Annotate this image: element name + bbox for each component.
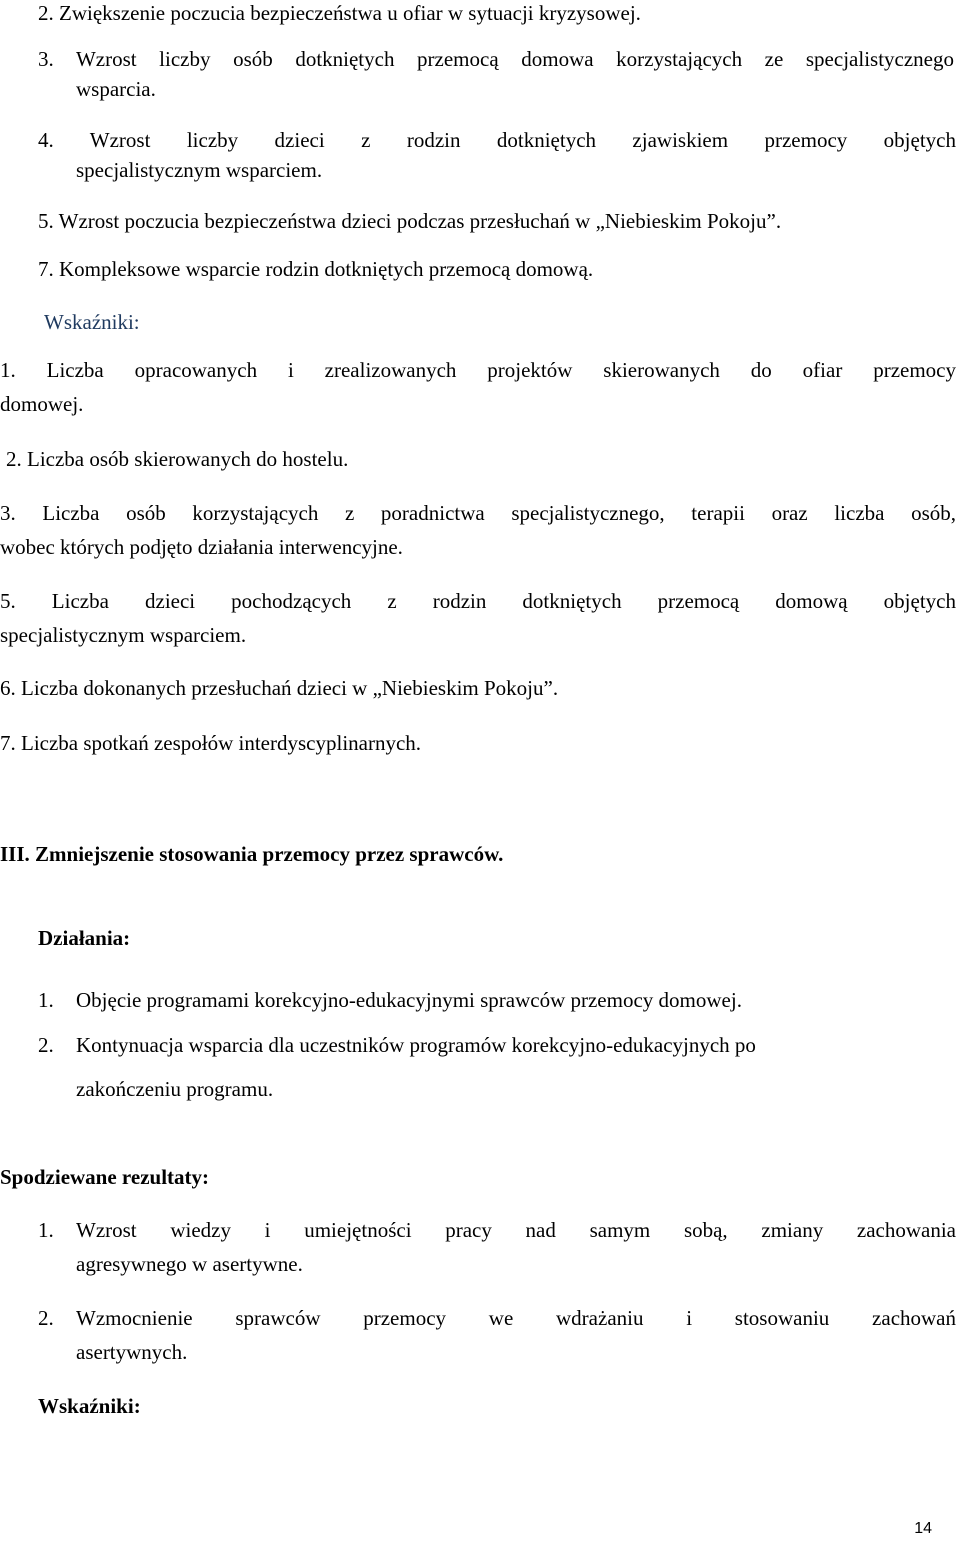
action-item-2-cont: zakończeniu programu. — [76, 1077, 274, 1101]
expected-item-1-cont: agresywnego w asertywne. — [76, 1252, 303, 1276]
indicators-heading-1: Wskaźniki: — [44, 310, 140, 334]
indicator-5-cont: specjalistycznym wsparciem. — [0, 623, 247, 647]
page-number: 14 — [914, 1520, 932, 1537]
result-item-3-cont: wsparcia. — [76, 77, 156, 101]
expected-item-1: Wzrost wiedzy i umiejętności pracy nad samym sobą, zmiany zachowania — [76, 1218, 956, 1242]
indicators-heading-2: Wskaźniki: — [38, 1394, 141, 1418]
action-item-2: Kontynuacja wsparcia dla uczestników programów korekcyjno-edukacyjnych po — [76, 1033, 756, 1057]
indicator-3-cont: wobec których podjęto działania interwencyjne. — [0, 535, 403, 559]
indicator-6: 6. Liczba dokonanych przesłuchań dzieci w „Niebieskim Pokoju”. — [0, 676, 559, 700]
action-number-1: 1. — [38, 988, 54, 1012]
actions-heading: Działania: — [38, 926, 131, 950]
expected-results-heading: Spodziewane rezultaty: — [0, 1165, 210, 1189]
indicator-1-cont: domowej. — [0, 392, 84, 416]
expected-number-1: 1. — [38, 1218, 54, 1242]
indicator-3: 3. Liczba osób korzystających z poradnictwa specjalistycznego, terapii oraz liczba osób, — [0, 501, 956, 525]
result-item-4-cont: specjalistycznym wsparciem. — [76, 158, 323, 182]
result-item-7: 7. Kompleksowe wsparcie rodzin dotkniętych przemocą domową. — [38, 257, 594, 281]
expected-item-2: Wzmocnienie sprawców przemocy we wdrażaniu i stosowaniu zachowań — [76, 1306, 956, 1330]
result-item-3: 3. Wzrost liczby osób dotkniętych przemocą domowa korzystających ze specjalistycznego — [38, 47, 954, 71]
indicator-1: 1. Liczba opracowanych i zrealizowanych projektów skierowanych do ofiar przemocy — [0, 358, 956, 382]
indicator-5: 5. Liczba dzieci pochodzących z rodzin dotkniętych przemocą domową objętych — [0, 589, 956, 613]
action-number-2: 2. — [38, 1033, 54, 1057]
indicator-7: 7. Liczba spotkań zespołów interdyscyplinarnych. — [0, 731, 422, 755]
section-heading-iii: III. Zmniejszenie stosowania przemocy przez sprawców. — [0, 842, 504, 866]
result-item-4: 4. Wzrost liczby dzieci z rodzin dotkniętych zjawiskiem przemocy objętych — [38, 128, 956, 152]
expected-item-2-cont: asertywnych. — [76, 1340, 188, 1364]
result-item-2: 2. Zwiększenie poczucia bezpieczeństwa u ofiar w sytuacji kryzysowej. — [38, 1, 641, 25]
action-item-1: Objęcie programami korekcyjno-edukacyjnymi sprawców przemocy domowej. — [76, 988, 742, 1012]
result-item-5: 5. Wzrost poczucia bezpieczeństwa dzieci podczas przesłuchań w „Niebieskim Pokoju”. — [38, 209, 782, 233]
expected-number-2: 2. — [38, 1306, 54, 1330]
indicator-2: 2. Liczba osób skierowanych do hostelu. — [6, 447, 349, 471]
